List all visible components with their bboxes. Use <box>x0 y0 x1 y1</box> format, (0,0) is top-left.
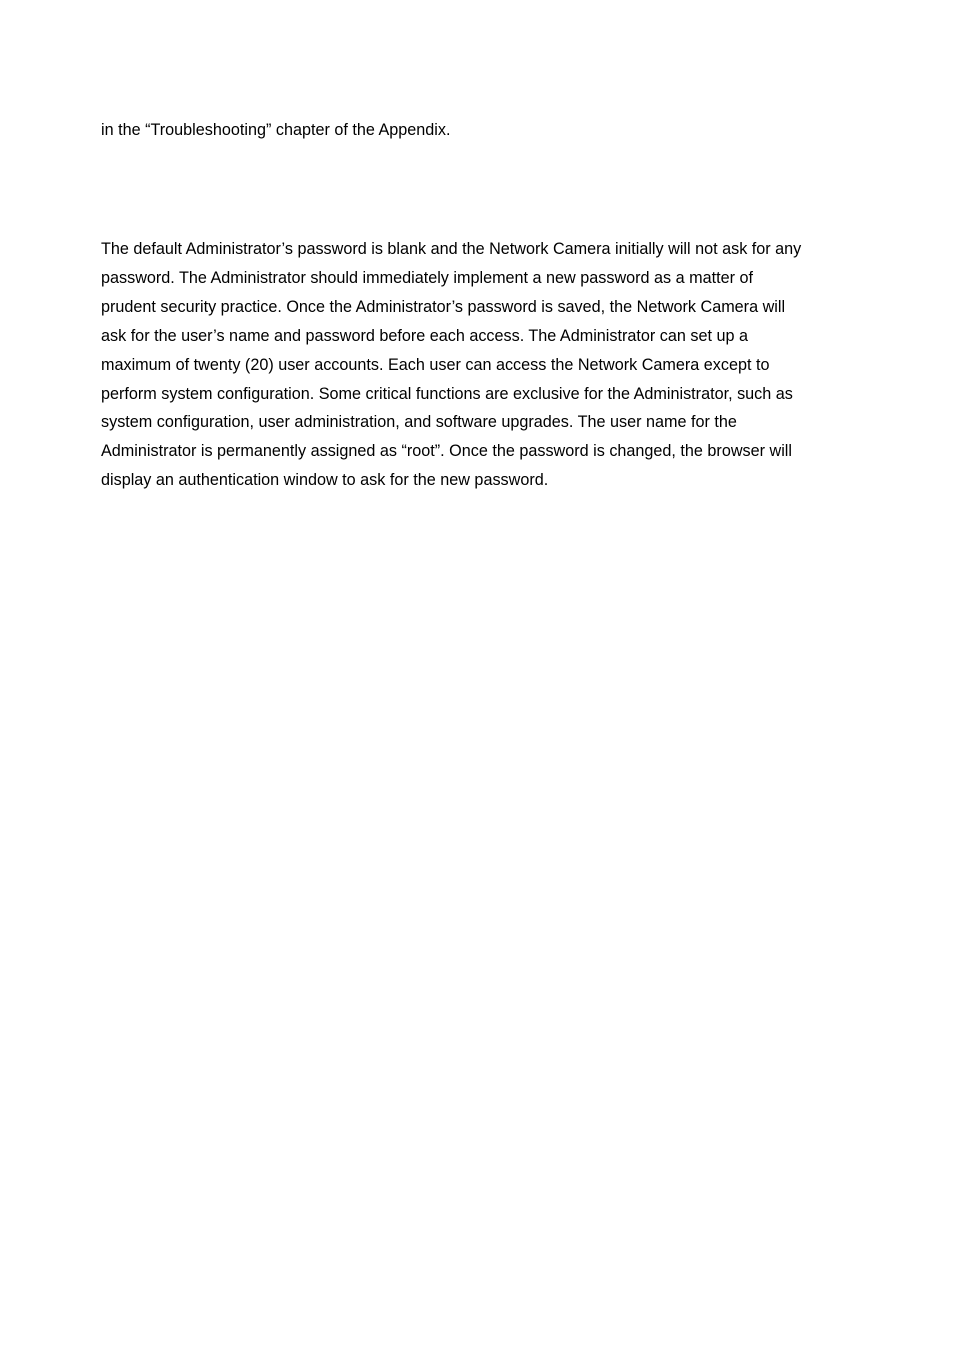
paragraph-line: system configuration, user administration, and software upgrades. The user name for the <box>101 413 737 432</box>
paragraph-line: maximum of twenty (20) user accounts. Each user can access the Network Camera except to <box>101 355 770 374</box>
admin-password-paragraph <box>101 235 871 495</box>
paragraph-line: The default Administrator’s password is blank and the Network Camera initially will not ask for any <box>101 240 802 258</box>
paragraph-line: ask for the user’s name and password before each access. The Administrator can set up a <box>101 326 748 345</box>
paragraph-line: prudent security practice. Once the Administrator’s password is saved, the Network Camera will <box>101 297 786 316</box>
paragraph-line: password. The Administrator should immediately implement a new password as a matter of <box>101 268 753 287</box>
carryover-text-line: in the “Troubleshooting” chapter of the Appendix. <box>101 121 451 139</box>
paragraph-line: Administrator is permanently assigned as “root”. Once the password is changed, the browser will <box>101 442 792 461</box>
paragraph-line: perform system configuration. Some critical functions are exclusive for the Administrator, such as <box>101 384 793 403</box>
paragraph-line: display an authentication window to ask for the new password. <box>101 471 549 490</box>
